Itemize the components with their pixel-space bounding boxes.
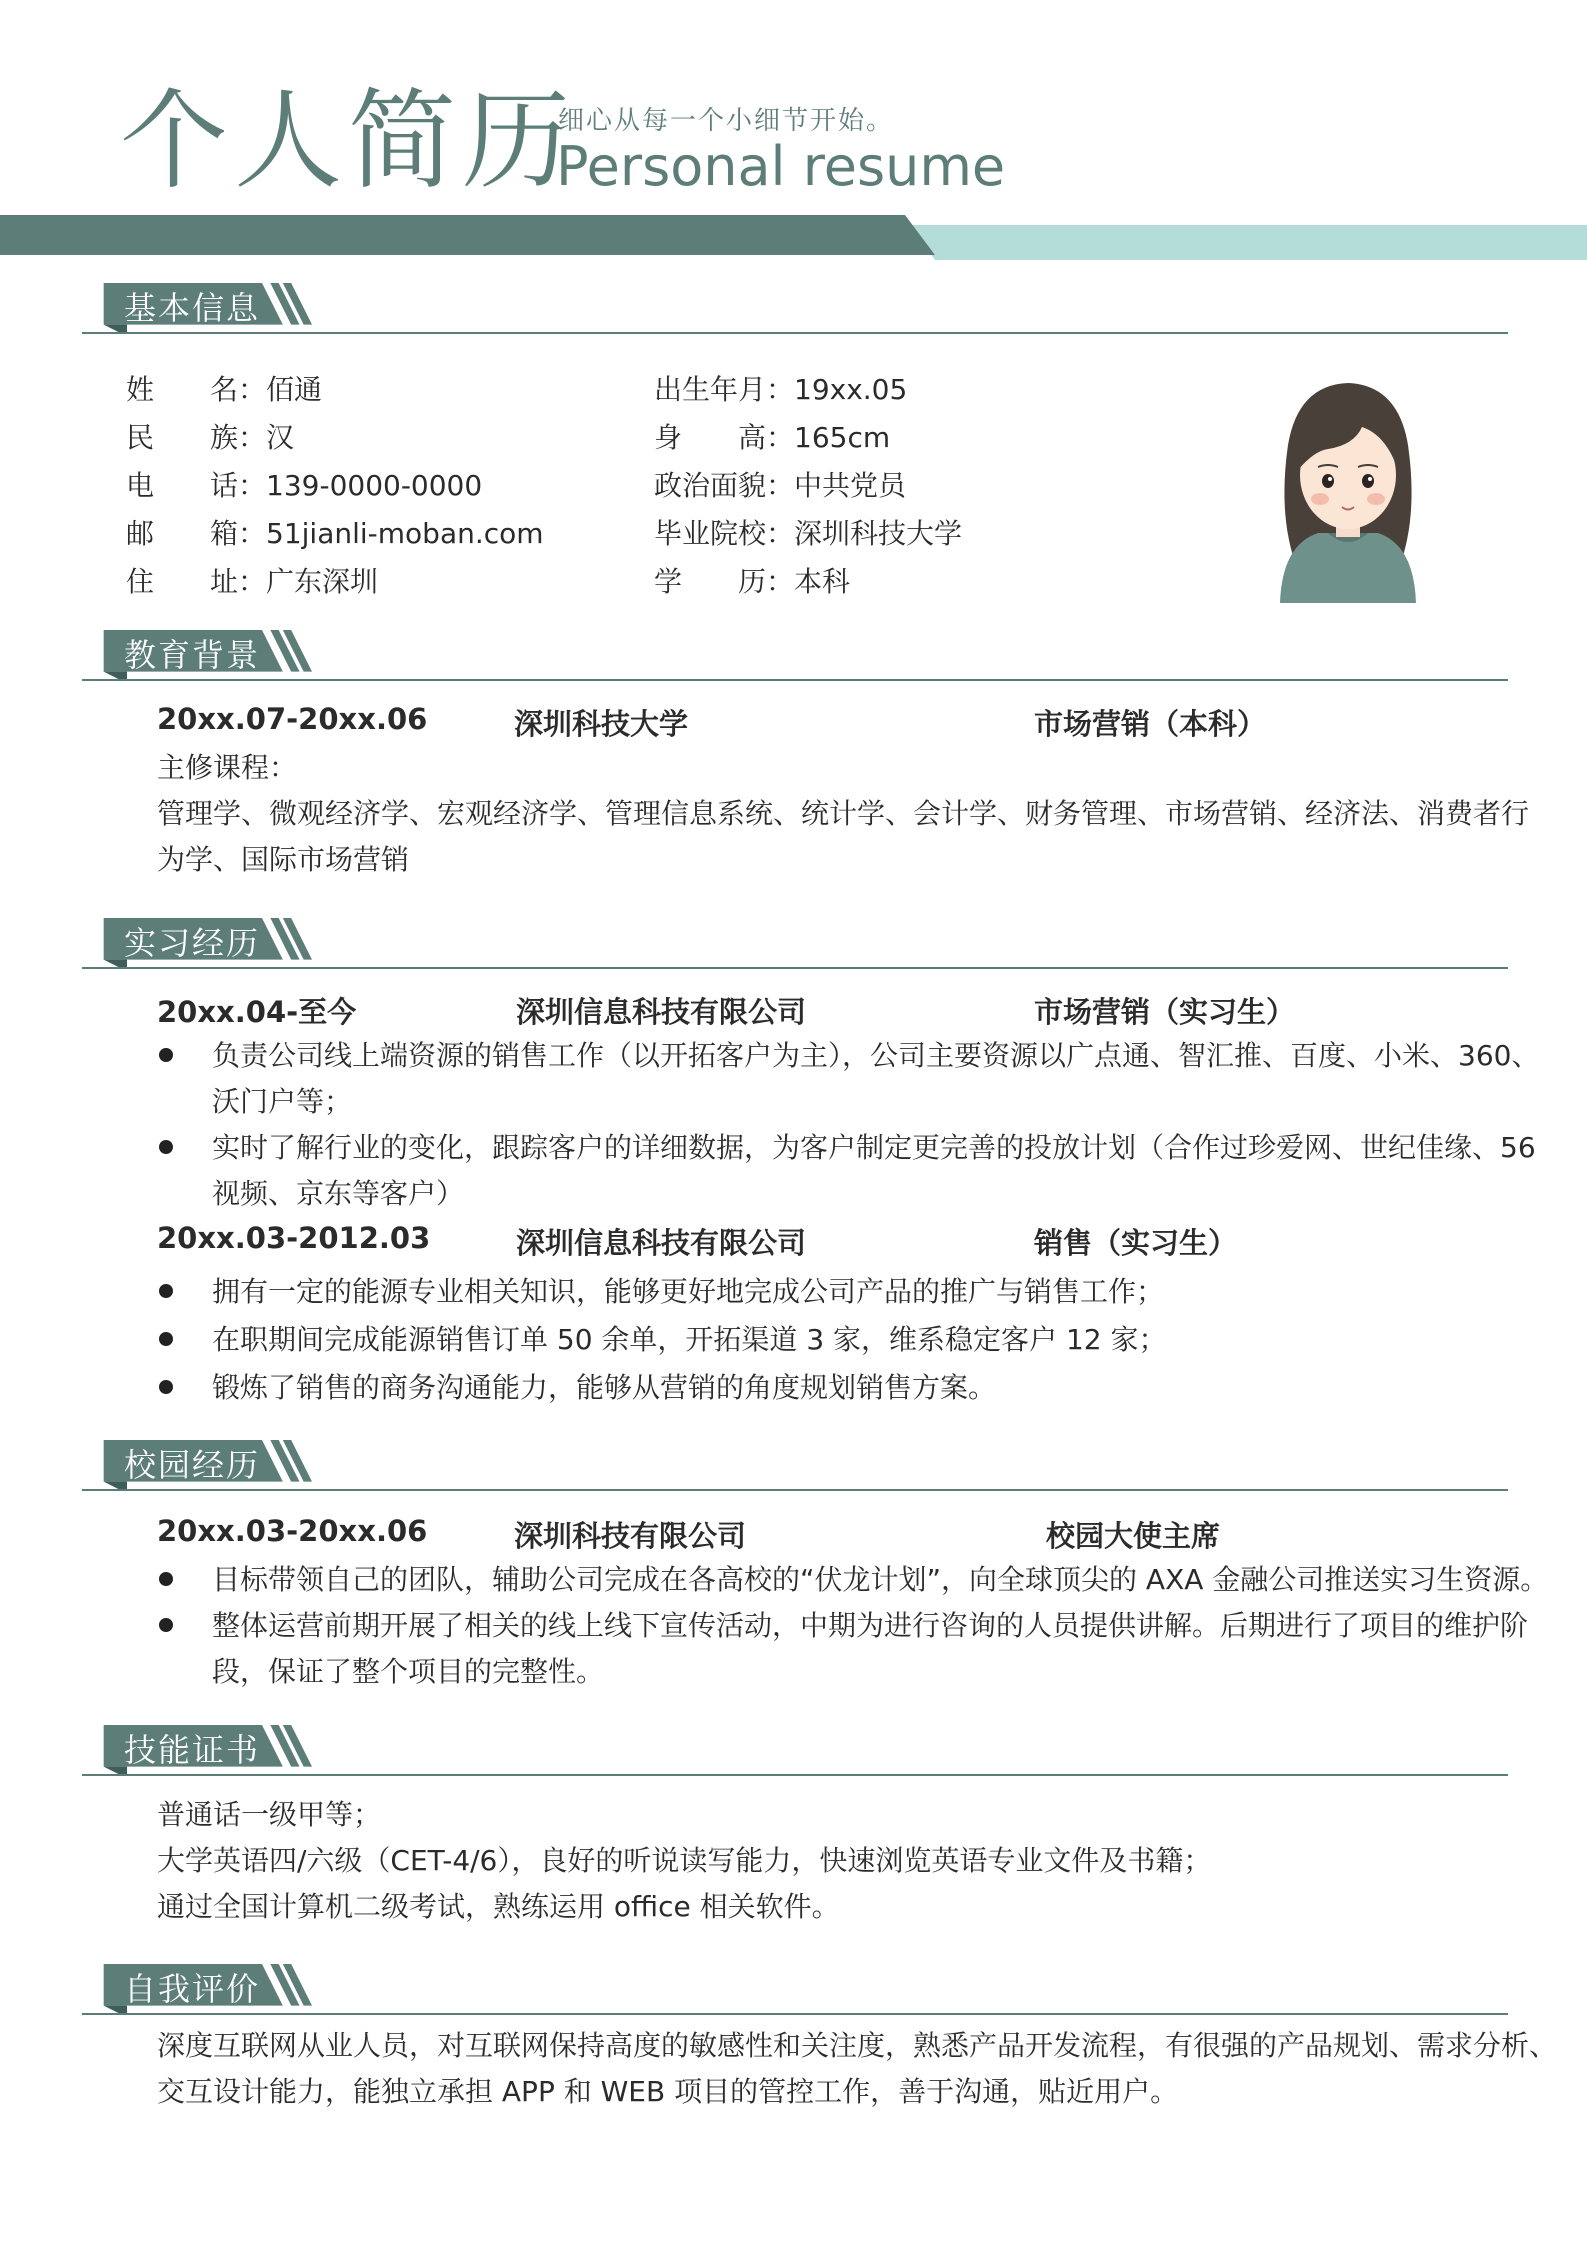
campus-org: 深圳科技有限公司	[514, 1519, 747, 1553]
intern-company: 深圳信息科技有限公司	[516, 995, 807, 1029]
section-header-skills	[82, 1725, 1508, 1785]
bullet-dot	[159, 1380, 173, 1394]
info-row: 住 址：广东深圳	[126, 565, 379, 598]
edu-courses-line: 为学、国际市场营销	[157, 843, 410, 876]
intern-role: 市场营销（实习生）	[1034, 995, 1296, 1029]
basic-info-right	[654, 373, 1054, 613]
edu-major: 市场营销（本科）	[1034, 707, 1267, 741]
bullet-dot	[159, 1572, 173, 1586]
info-row: 民 族：汉	[126, 421, 295, 454]
edu-courses-line: 管理学、微观经济学、宏观经济学、管理信息系统、统计学、会计学、财务管理、市场营销、经济法、消费者行	[157, 797, 1530, 830]
bullet-text: 在职期间完成能源销售订单 50 余单，开拓渠道 3 家，维系稳定客户 12 家；	[212, 1323, 1167, 1356]
section-header-internship	[82, 918, 1508, 978]
section-title: 校园经历	[124, 1446, 261, 1484]
section-title: 基本信息	[124, 289, 261, 327]
intern-role: 销售（实习生）	[1034, 1226, 1238, 1260]
section-rule	[82, 967, 1508, 969]
page-subtitle: Personal resume	[556, 135, 1006, 198]
bullet-dot	[159, 1618, 173, 1632]
bullet-text: 锻炼了销售的商务沟通能力，能够从营销的角度规划销售方案。	[212, 1371, 997, 1404]
bullet-text: 整体运营前期开展了相关的线上线下宣传活动，中期为进行咨询的人员提供讲解。后期进行了项目的维护阶	[212, 1609, 1529, 1642]
info-row: 邮 箱：51jianli-moban.com	[126, 517, 544, 550]
edu-school: 深圳科技大学	[514, 707, 689, 741]
intern-date: 20xx.04-至今	[157, 995, 357, 1029]
avatar	[1258, 375, 1438, 603]
section-title: 教育背景	[124, 636, 261, 674]
section-header-campus	[82, 1440, 1508, 1500]
info-row: 出生年月：19xx.05	[654, 373, 908, 406]
bullet-text: 视频、京东等客户）	[212, 1177, 465, 1210]
intern-date: 20xx.03-2012.03	[157, 1221, 431, 1255]
self-eval-line: 深度互联网从业人员，对互联网保持高度的敏感性和关注度，熟悉产品开发流程，有很强的产品规划、需求分析、	[157, 2029, 1558, 2062]
info-row: 姓 名：佰通	[126, 373, 323, 406]
bullet-text: 负责公司线上端资源的销售工作（以开拓客户为主），公司主要资源以广点通、智汇推、百度、小米、360、	[212, 1039, 1540, 1072]
info-row: 政治面貌：中共党员	[654, 469, 907, 502]
section-header-basic	[82, 283, 1508, 343]
info-row: 学 历：本科	[654, 565, 851, 598]
edu-courses-label: 主修课程：	[157, 751, 298, 784]
bullet-text: 沃门户等；	[212, 1085, 353, 1118]
intern-company: 深圳信息科技有限公司	[516, 1226, 807, 1260]
bullet-dot	[159, 1048, 173, 1062]
header-band	[0, 215, 1587, 260]
skill-line: 大学英语四/六级（CET-4/6），良好的听说读写能力，快速浏览英语专业文件及书籍；	[157, 1844, 1212, 1877]
section-rule	[82, 2013, 1508, 2015]
section-header-self-eval	[82, 1964, 1508, 2024]
section-rule	[82, 1774, 1508, 1776]
self-eval-line: 交互设计能力，能独立承担 APP 和 WEB 项目的管控工作，善于沟通，贴近用户。	[157, 2075, 1179, 2108]
skill-line: 通过全国计算机二级考试，熟练运用 office 相关软件。	[157, 1890, 840, 1923]
section-rule	[82, 332, 1508, 334]
info-row: 毕业院校：深圳科技大学	[654, 517, 963, 550]
basic-info-left	[126, 373, 626, 613]
edu-date: 20xx.07-20xx.06	[157, 702, 428, 736]
section-rule	[82, 679, 1508, 681]
bullet-text: 实时了解行业的变化，跟踪客户的详细数据，为客户制定更完善的投放计划（合作过珍爱网、世纪佳缘、56	[212, 1131, 1536, 1164]
bullet-text: 目标带领自己的团队，辅助公司完成在各高校的“伏龙计划”，向全球顶尖的 AXA 金融公司推送实习生资源。	[212, 1563, 1549, 1596]
section-rule	[82, 1489, 1508, 1491]
section-header-education	[82, 630, 1508, 690]
section-title: 技能证书	[124, 1731, 261, 1769]
page-title: 个人简历	[120, 79, 577, 204]
bullet-text: 拥有一定的能源专业相关知识，能够更好地完成公司产品的推广与销售工作；	[212, 1275, 1165, 1308]
info-row: 身 高：165cm	[654, 421, 891, 454]
slogan: 细心从每一个小细节开始。	[558, 106, 895, 136]
bullet-dot	[159, 1140, 173, 1154]
bullet-dot	[159, 1332, 173, 1346]
bullet-dot	[159, 1284, 173, 1298]
campus-role: 校园大使主席	[1046, 1519, 1221, 1553]
skill-line: 普通话一级甲等；	[157, 1798, 382, 1831]
campus-date: 20xx.03-20xx.06	[157, 1514, 428, 1548]
section-title: 实习经历	[124, 924, 261, 962]
section-title: 自我评价	[124, 1970, 261, 2008]
info-row: 电 话：139-0000-0000	[126, 469, 483, 502]
bullet-text: 段，保证了整个项目的完整性。	[212, 1655, 605, 1688]
